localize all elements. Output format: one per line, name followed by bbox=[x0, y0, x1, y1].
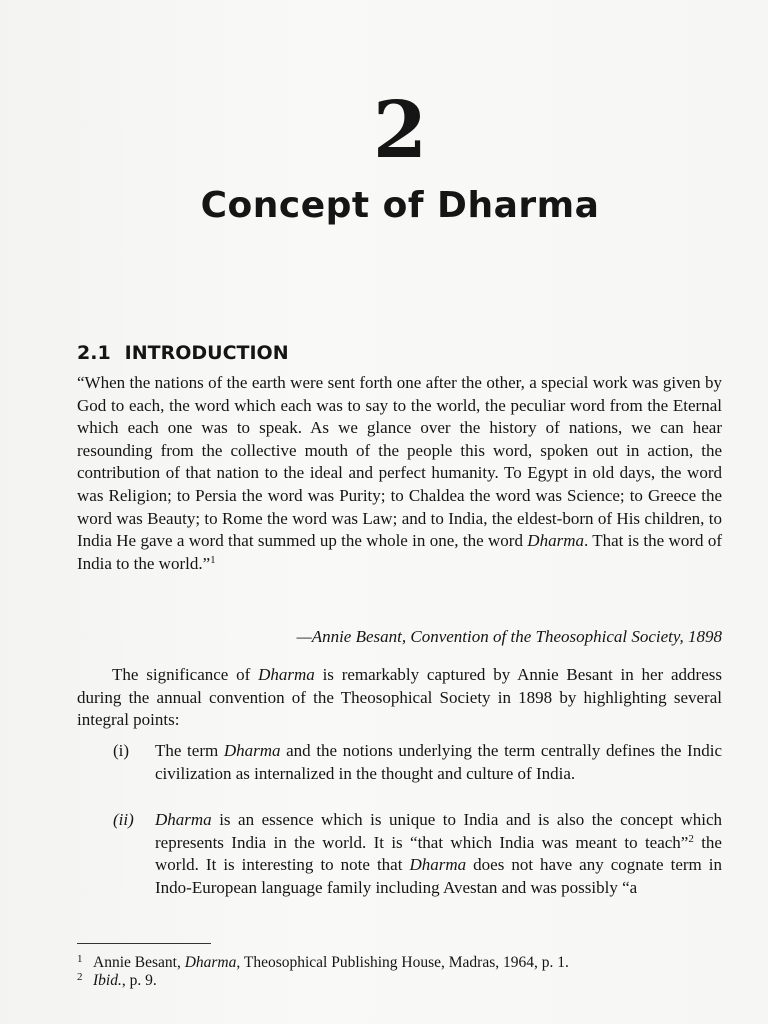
quote-attribution: —Annie Besant, Convention of the Theosophical Society, 1898 bbox=[296, 627, 722, 646]
footnote-ref-1: 1 bbox=[210, 553, 216, 566]
list-dharma: Dharma bbox=[155, 810, 212, 829]
chapter-title: Concept of Dharma bbox=[200, 185, 600, 226]
footnote-ibid: Ibid. bbox=[93, 972, 122, 989]
list-text-2: the world. It is interesting to note that bbox=[155, 832, 722, 875]
footnote-mark: 1 bbox=[77, 953, 83, 965]
list-text-2: and the notions underlying the term centrally defines the Indic civilization as internalized in the thought and culture of India. bbox=[155, 741, 722, 783]
footnote-mark: 2 bbox=[77, 971, 83, 983]
chapter-number: 2 bbox=[372, 85, 428, 176]
list-text-3: does not have any cognate term in Indo-European language family including Avestan and was possibly “a bbox=[155, 855, 722, 897]
list-dharma-2: Dharma bbox=[409, 855, 467, 875]
list-dharma: Dharma bbox=[223, 741, 281, 760]
footnote-divider bbox=[77, 943, 211, 944]
section-title: INTRODUCTION bbox=[124, 342, 289, 364]
epigraph-quote bbox=[77, 372, 722, 575]
para-dharma: Dharma bbox=[258, 665, 315, 684]
quote-dharma: Dharma bbox=[527, 531, 584, 551]
para-text-1: The significance of bbox=[112, 665, 259, 684]
list-text-1: is an essence which is unique to India and is also the concept which represents India in the world. It is “that which India was meant to teach” bbox=[155, 810, 722, 852]
list-item bbox=[113, 740, 722, 785]
quote-text-2: . That is the word of India to the world.” bbox=[77, 531, 722, 573]
footnote-ref-2: 2 bbox=[688, 832, 694, 845]
footnote-details: , Theosophical Publishing House, Madras, 1964, p. 1. bbox=[236, 954, 569, 971]
section-heading bbox=[77, 342, 289, 364]
list-item bbox=[113, 809, 722, 899]
footnote-author: Annie Besant, bbox=[93, 954, 185, 971]
list-text-1: The term bbox=[155, 741, 224, 760]
quote-text-1: “When the nations of the earth were sent forth one after the other, a special work was given by God to each, the word which each was to say to the world, the peculiar word from the Eternal which each one was to speak. As we glance over the history of nations, we can hear resounding from the collective mouth of the people this word, spoken out in action, the contribution of that nation to the ideal and perfect humanity. To Egypt in old days, the word was Religion; to Persia the word was Purity; to Chaldea the word was Science; to Greece the word was Beauty; to Rome the word was Law; and to India, the eldest-born of His children, to India He gave a word that summed up the whole in one, the word bbox=[77, 373, 722, 551]
footnote-details: , p. 9. bbox=[121, 972, 157, 989]
footnote-2 bbox=[77, 968, 717, 990]
section-number: 2.1 bbox=[77, 342, 111, 364]
list-marker: (i) bbox=[113, 741, 130, 760]
list-marker: (ii) bbox=[113, 810, 134, 829]
para-text-2: is remarkably captured by Annie Besant in her address during the annual convention of the Theosophical Society in 1898 by highlighting several integral points: bbox=[77, 665, 722, 730]
footnote-book-title: Dharma bbox=[184, 954, 237, 971]
body-paragraph bbox=[77, 664, 722, 732]
